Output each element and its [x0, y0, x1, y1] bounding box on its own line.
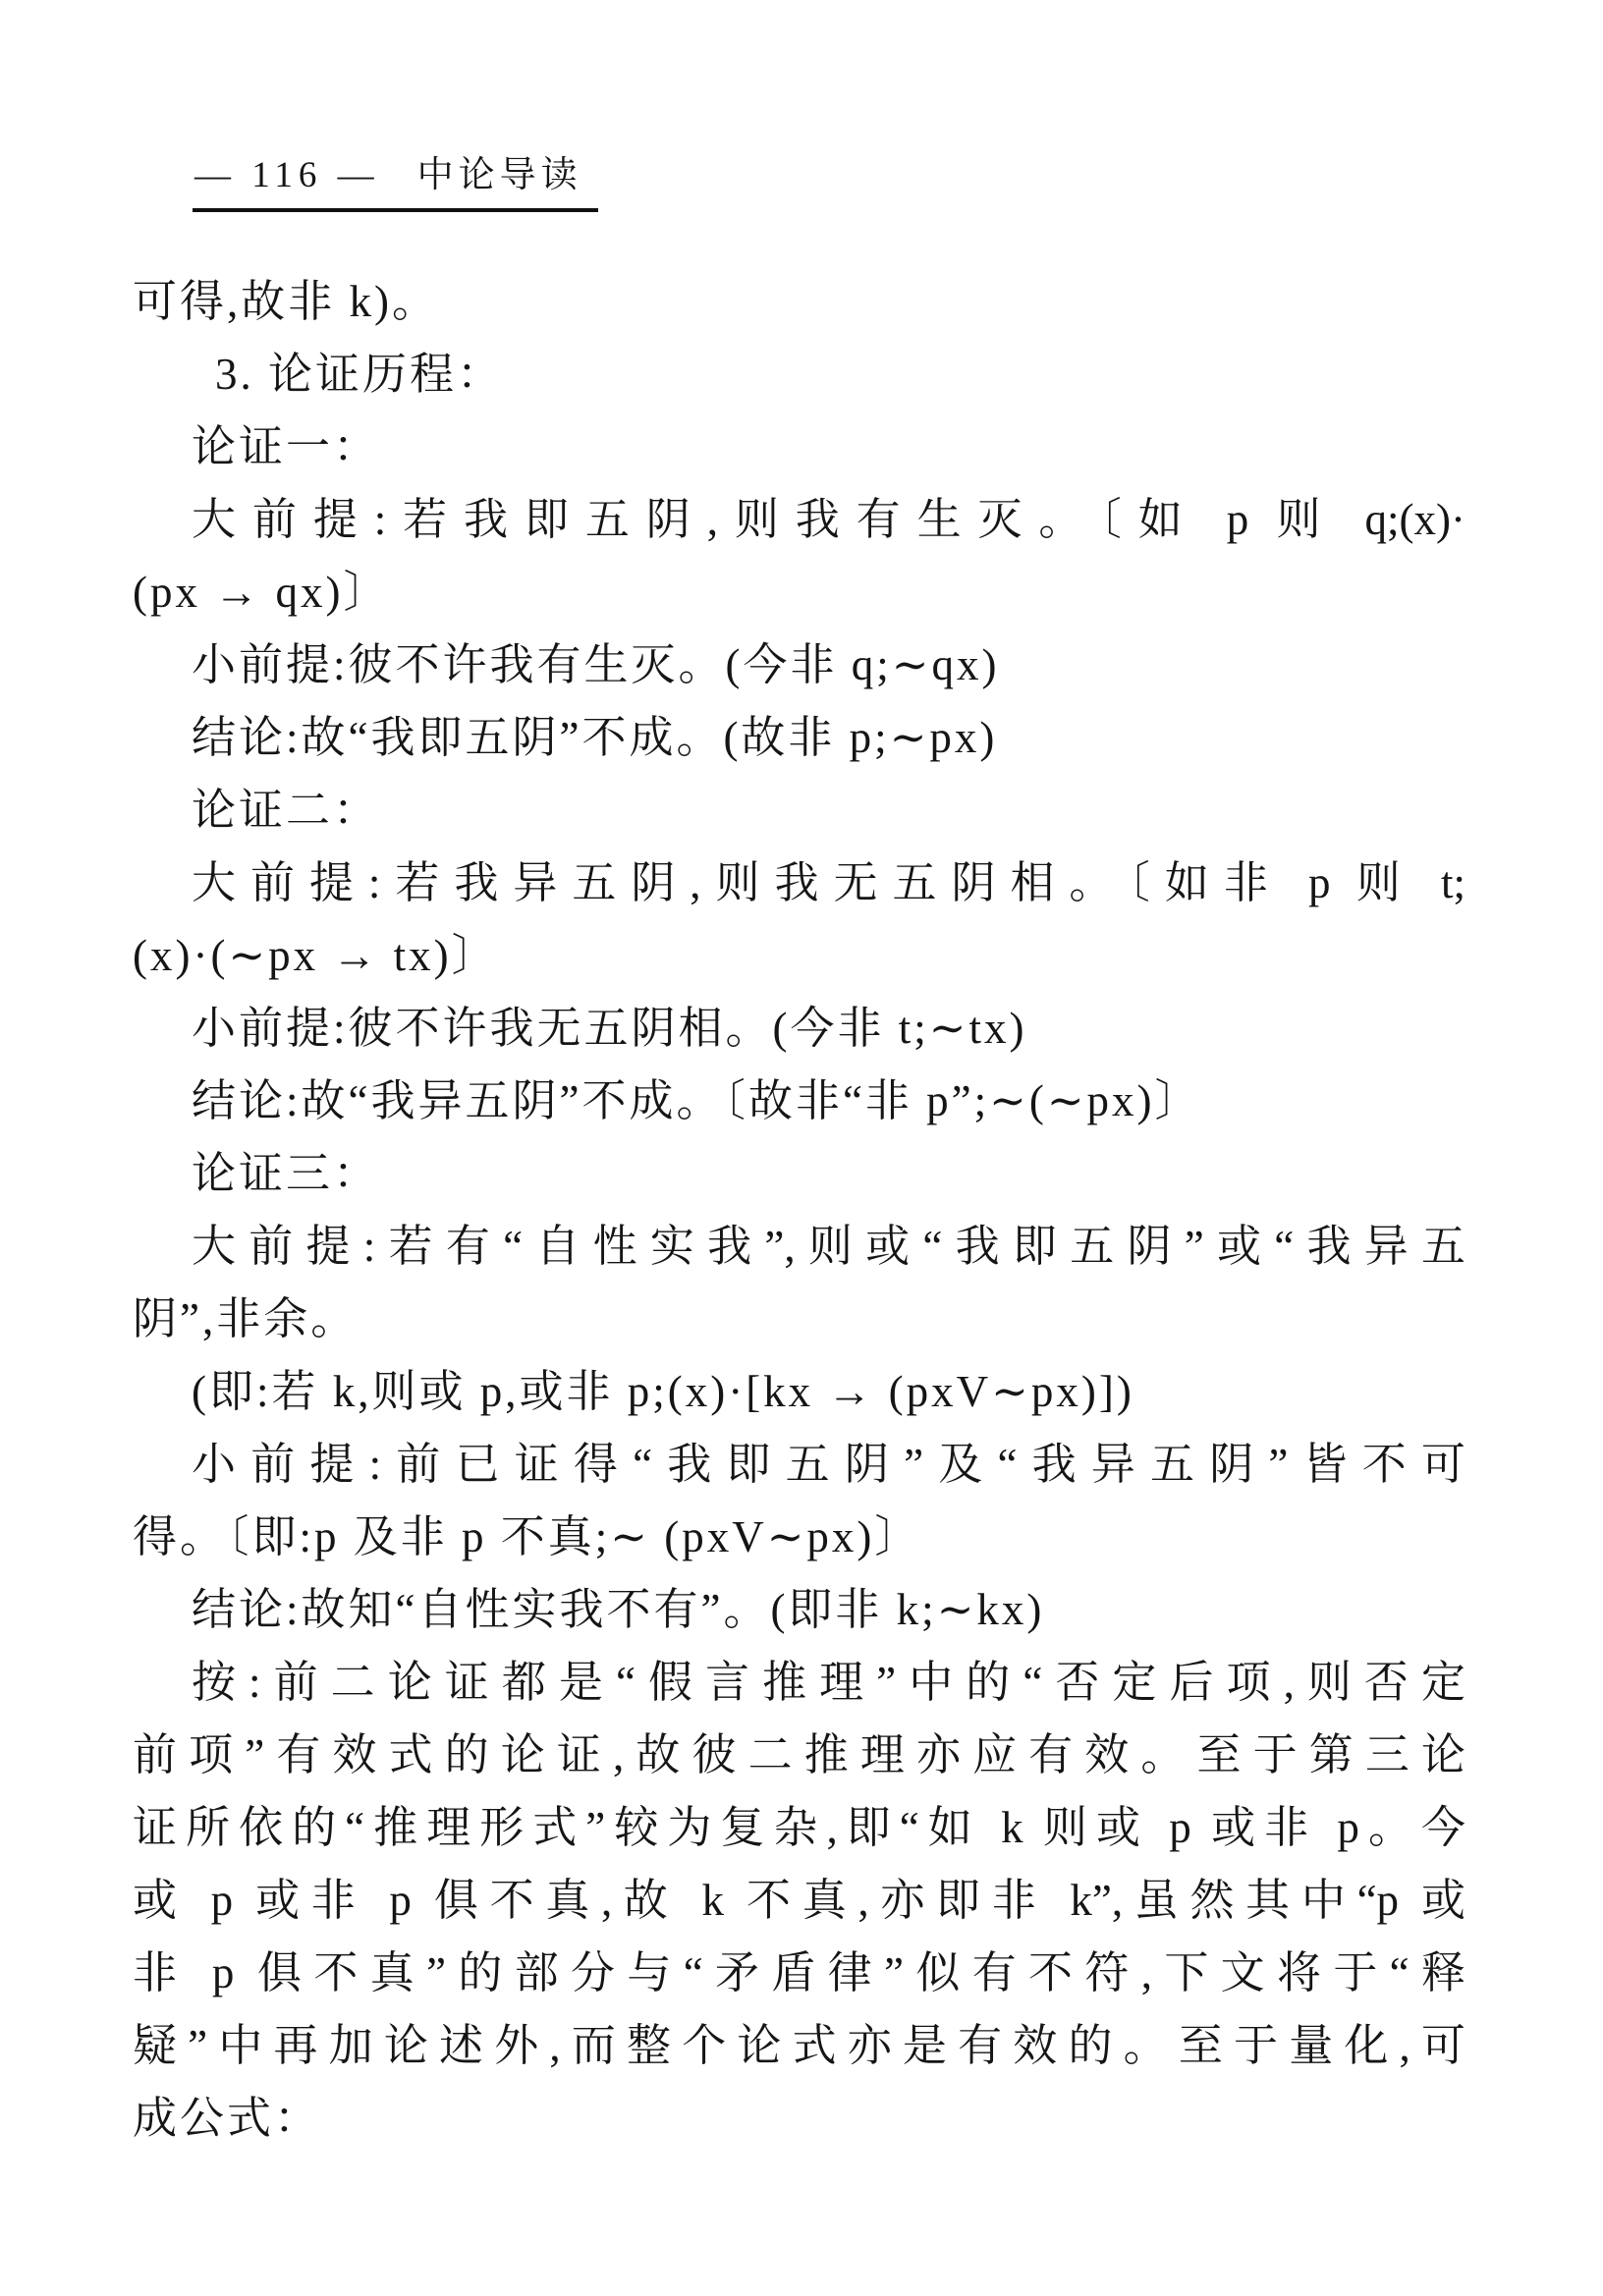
text-line: 小前提:前已证得“我即五阴”及“我异五阴”皆不可 [192, 1440, 1465, 1489]
text-line: (px → qx)〕 [133, 568, 391, 617]
text-line: 阴”,非余。 [133, 1294, 359, 1343]
text-line: 前项”有效式的论证,故彼二推理亦应有效。至于第三论 [133, 1730, 1465, 1779]
text-line: 按:前二论证都是“假言推理”中的“否定后项,则否定 [192, 1658, 1465, 1707]
text-line: 结论:故知“自性实我不有”。(即非 k;∼kx) [192, 1585, 1045, 1634]
text-line: 证所依的“推理形式”较为复杂,即“如 k 则或 p 或非 p。今 [133, 1803, 1465, 1852]
text-line-section-heading: 3. 论证历程： [215, 350, 505, 399]
text-line: 小前提:彼不许我无五阴相。(今非 t;∼tx) [192, 1004, 1027, 1053]
text-line-argument-2-heading: 论证二： [192, 786, 381, 835]
text-line: 成公式： [133, 2094, 322, 2143]
text-line: 结论:故“我即五阴”不成。(故非 p;∼px) [192, 713, 998, 762]
page-number: — 116 — [194, 155, 380, 195]
text-line: 大前提:若我即五阴,则我有生灭。〔如 p 则 q;(x)· [192, 495, 1465, 544]
text-line-argument-3-heading: 论证三： [192, 1149, 381, 1198]
text-line: 疑”中再加论述外,而整个论式亦是有效的。至于量化,可 [133, 2021, 1465, 2070]
text-line: 或 p 或非 p 俱不真,故 k 不真,亦即非 k”,虽然其中“p 或 [133, 1876, 1465, 1925]
document-body [133, 265, 1465, 2155]
text-line: 得。〔即:p 及非 p 不真;∼ (pxV∼px)〕 [133, 1512, 922, 1561]
text-line: 大前提:若有“自性实我”,则或“我即五阴”或“我异五 [192, 1222, 1465, 1271]
text-line: 大前提:若我异五阴,则我无五阴相。〔如非 p 则 t; [192, 858, 1465, 907]
text-line: 可得,故非 k)。 [133, 277, 439, 326]
text-line: 小前提:彼不许我有生灭。(今非 q;∼qx) [192, 640, 1000, 689]
text-line: 非 p 俱不真”的部分与“矛盾律”似有不符,下文将于“释 [133, 1948, 1465, 1997]
text-line: (x)·(∼px → tx)〕 [133, 931, 499, 980]
running-header [193, 153, 598, 212]
text-line: (即:若 k,则或 p,或非 p;(x)·[kx → (pxV∼px)]) [192, 1367, 1134, 1416]
text-line: 结论:故“我异五阴”不成。〔故非“非 p”;∼(∼px)〕 [192, 1076, 1202, 1125]
text-line-argument-1-heading: 论证一： [192, 422, 381, 471]
book-title: 中论导读 [416, 155, 582, 195]
